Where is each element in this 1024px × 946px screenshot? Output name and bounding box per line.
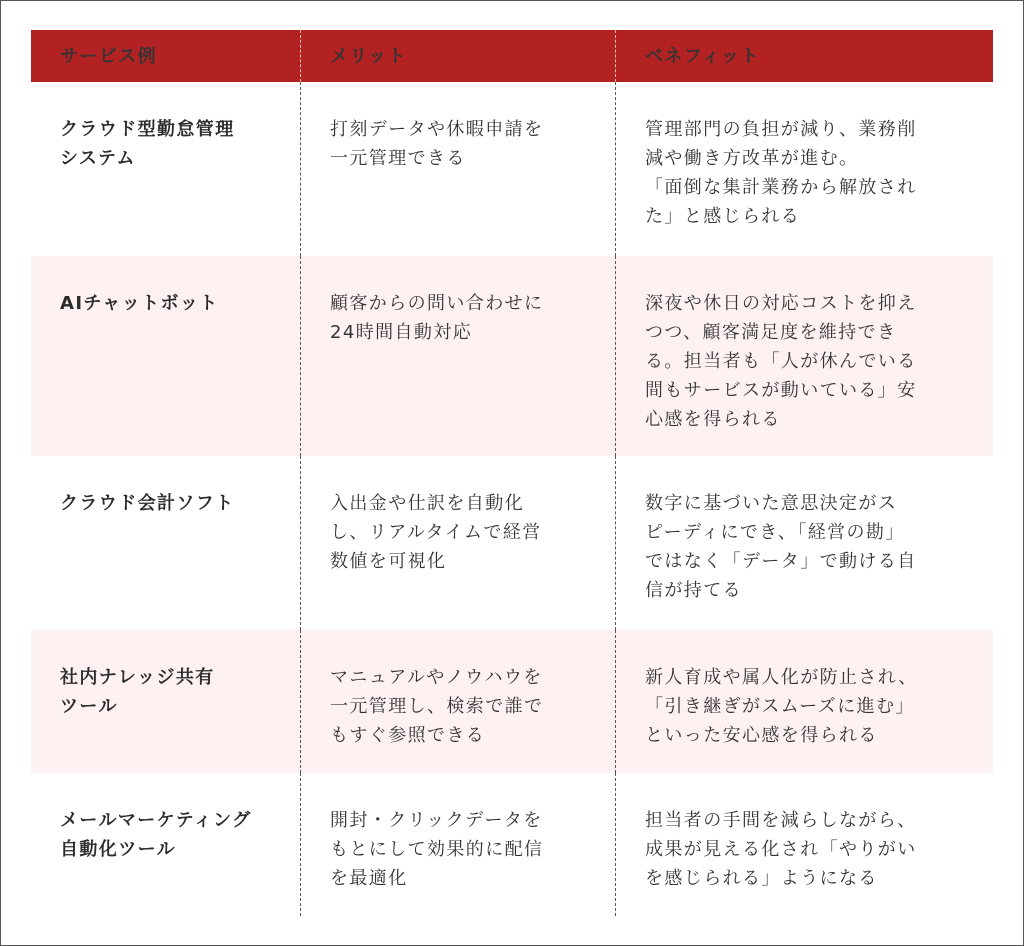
benefit-cell	[615, 773, 993, 916]
merit-line: し、リアルタイムで経営	[330, 522, 542, 543]
merit-line: 打刻データや休暇申請を	[330, 119, 544, 140]
service-line: システム	[60, 148, 136, 169]
header-service-example: サービス例	[60, 45, 157, 67]
merit-cell	[300, 630, 615, 773]
benefit-line: といった安心感を得られる	[645, 725, 878, 746]
service-line: AIチャットボット	[60, 293, 219, 314]
header-merit: メリット	[300, 30, 615, 82]
benefit-line: 心感を得られる	[645, 409, 781, 430]
merit-line: マニュアルやノウハウを	[330, 667, 543, 688]
service-line: ツール	[60, 696, 118, 717]
benefit-line: 「面倒な集計業務から解放され	[645, 177, 917, 198]
table-row	[31, 82, 993, 256]
benefit-line: 数字に基づいた意思決定がス	[645, 493, 898, 514]
service-line: クラウド会計ソフト	[60, 493, 235, 514]
merit-line: もとにして効果的に配信	[330, 839, 544, 860]
merit-cell	[300, 456, 615, 630]
benefit-cell	[615, 256, 993, 456]
table-row	[31, 773, 993, 916]
merit-line: 入出金や仕訳を自動化	[330, 493, 524, 514]
service-cell	[31, 82, 300, 256]
benefit-line: 深夜や休日の対応コストを抑え	[645, 293, 917, 314]
merit-cell	[300, 773, 615, 916]
merit-line: 24時間自動対応	[330, 322, 473, 343]
benefit-line: 間もサービスが動いている」安	[645, 380, 917, 401]
benefit-line: 管理部門の負担が減り、業務削	[645, 119, 917, 140]
merit-line: 数値を可視化	[330, 551, 447, 572]
benefit-line: 信が持てる	[645, 580, 742, 601]
service-line: 社内ナレッジ共有	[60, 667, 215, 688]
benefit-cell	[615, 630, 993, 773]
benefit-line: 新人育成や属人化が防止され、	[645, 667, 918, 688]
merit-cell	[300, 82, 615, 256]
merit-line: 一元管理し、検索で誰で	[330, 696, 544, 717]
benefit-line: 「引き継ぎがスムーズに進む」	[645, 696, 915, 717]
table-row	[31, 456, 993, 630]
benefit-line: 減や働き方改革が進む。	[645, 148, 859, 169]
benefit-cell	[615, 456, 993, 630]
merit-line: 一元管理できる	[330, 148, 466, 169]
benefit-line: 担当者の手間を減らしながら、	[645, 810, 917, 831]
benefit-line: た」と感じられる	[645, 206, 801, 227]
merit-line: 顧客からの問い合わせに	[330, 293, 544, 314]
service-cell	[31, 456, 300, 630]
table-row	[31, 630, 993, 773]
benefit-cell	[615, 82, 993, 256]
benefit-line: ピーディにでき、「経営の勘」	[645, 522, 905, 543]
service-cell	[31, 773, 300, 916]
benefit-line: る。担当者も「人が休んでいる	[645, 351, 917, 372]
merit-line: 開封・クリックデータを	[330, 810, 543, 831]
service-line: クラウド型勤怠管理	[60, 119, 235, 140]
benefit-line: を感じられる」ようになる	[645, 868, 878, 889]
service-cell	[31, 256, 300, 456]
header-benefit: ベネフィット	[615, 30, 993, 82]
service-line: メールマーケティング	[60, 810, 252, 831]
service-cell	[31, 630, 300, 773]
table-header	[31, 30, 993, 82]
merit-line: を最適化	[330, 868, 408, 889]
benefit-line: 成果が見える化され「やりがい	[645, 839, 917, 860]
comparison-table	[31, 30, 993, 916]
service-line: 自動化ツール	[60, 839, 177, 860]
benefit-line: つつ、顧客満足度を維持でき	[645, 322, 897, 343]
benefit-line: ではなく「データ」で動ける自	[645, 551, 917, 572]
merit-line: もすぐ参照できる	[330, 725, 486, 746]
table-row	[31, 256, 993, 456]
merit-cell	[300, 256, 615, 456]
